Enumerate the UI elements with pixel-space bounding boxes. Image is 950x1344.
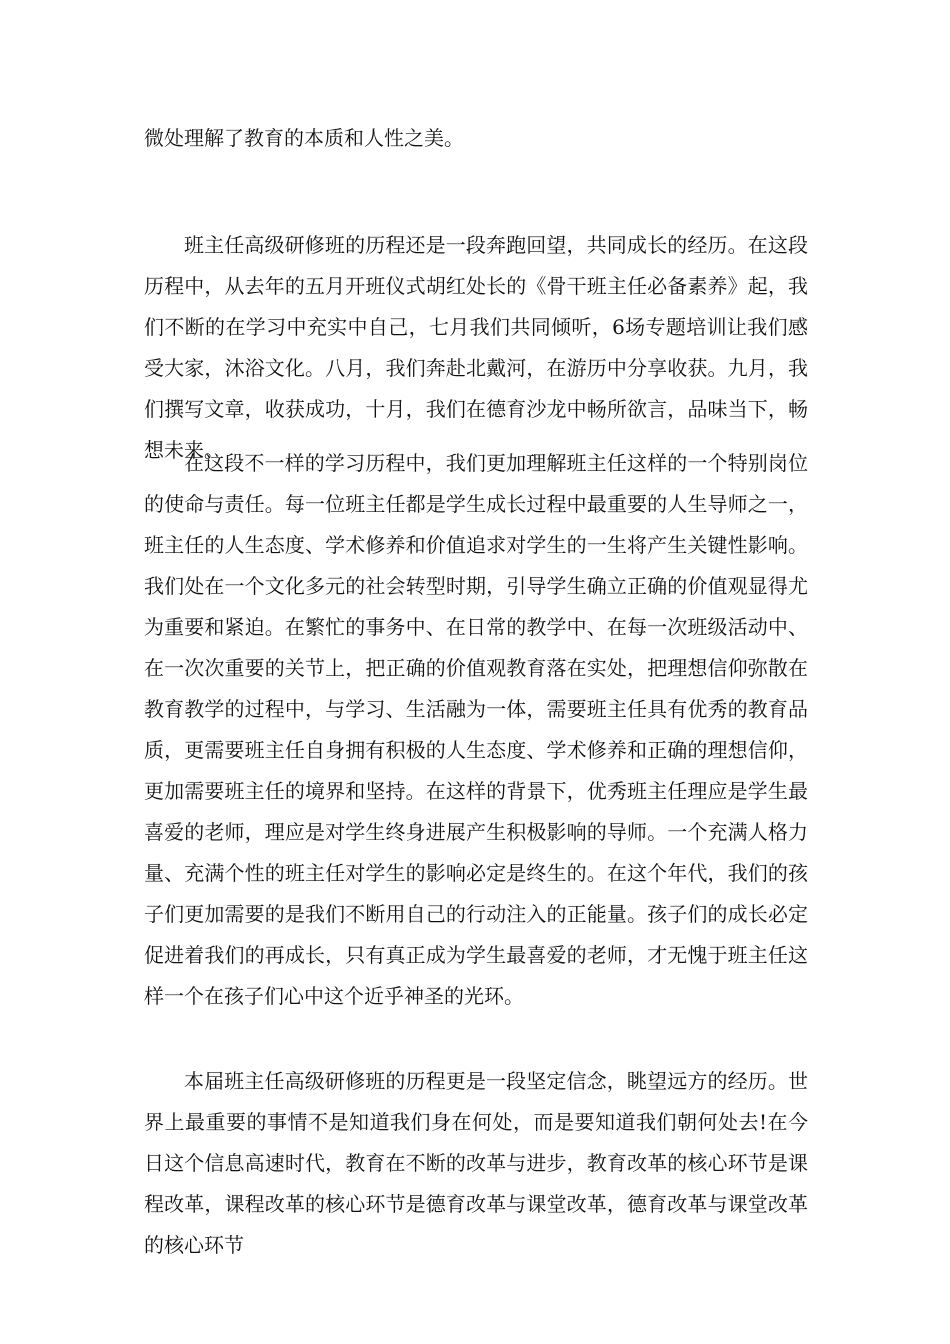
paragraph-teacher-responsibility: 在这段不一样的学习历程中，我们更加理解班主任这样的一个特别岗位的使命与责任。每一位班主任都是学生成长过程中最重要的人生导师之一，班主任的人生态度、学术修养和价值追求对学生的一生将产生关键性影响。我们处在一个文化多元的社会转型时期，引导学生确立正确的价值观显得尤为重要和紧迫。在繁忙的事务中、在日常的教学中、在每一次班级活动中、在一次次重要的关节上，把正确的价值观教育落在实处，把理想信仰弥散在教育教学的过程中，与学习、生活融为一体，需要班主任具有优秀的教育品质，更需要班主任自身拥有积极的人生态度、学术修养和正确的理想信仰，更加需要班主任的境界和坚持。在这样的背景下，优秀班主任理应是学生最喜爱的老师，理应是对学生终身进展产生积极影响的导师。一个充满人格力量、充满个性的班主任对学生的影响必定是终生的。在这个年代，我们的孩子们更加需要的是我们不断用自己的行动注入的正能量。孩子们的成长必定促进着我们的再成长，只有真正成为学生最喜爱的老师，才无愧于班主任这样一个在孩子们心中这个近乎神圣的光环。: [144, 451, 808, 1008]
paragraph-continuation: 微处理解了教育的本质和人性之美。: [144, 126, 464, 150]
paragraph-future-vision: 本届班主任高级研修班的历程更是一段坚定信念，眺望远方的经历。世界上最重要的事情不是知道我们身在何处，而是要知道我们朝何处去!在今日这个信息高速时代，教育在不断的改革与进步，教育改革的核心环节是课程改革，课程改革的核心环节是德育改革与课堂改革，德育改革与课堂改革的核心环节: [144, 1069, 808, 1257]
paragraph-training-history: 班主任高级研修班的历程还是一段奔跑回望，共同成长的经历。在这段历程中，从去年的五月开班仪式胡红处长的《骨干班主任必备素养》起，我们不断的在学习中充实中自己，七月我们共同倾听，6场专题培训让我们感受大家，沐浴文化。八月，我们奔赴北戴河，在游历中分享收获。九月，我们撰写文章，收获成功，十月，我们在德育沙龙中畅所欲言，品味当下，畅想未来。: [144, 233, 808, 462]
